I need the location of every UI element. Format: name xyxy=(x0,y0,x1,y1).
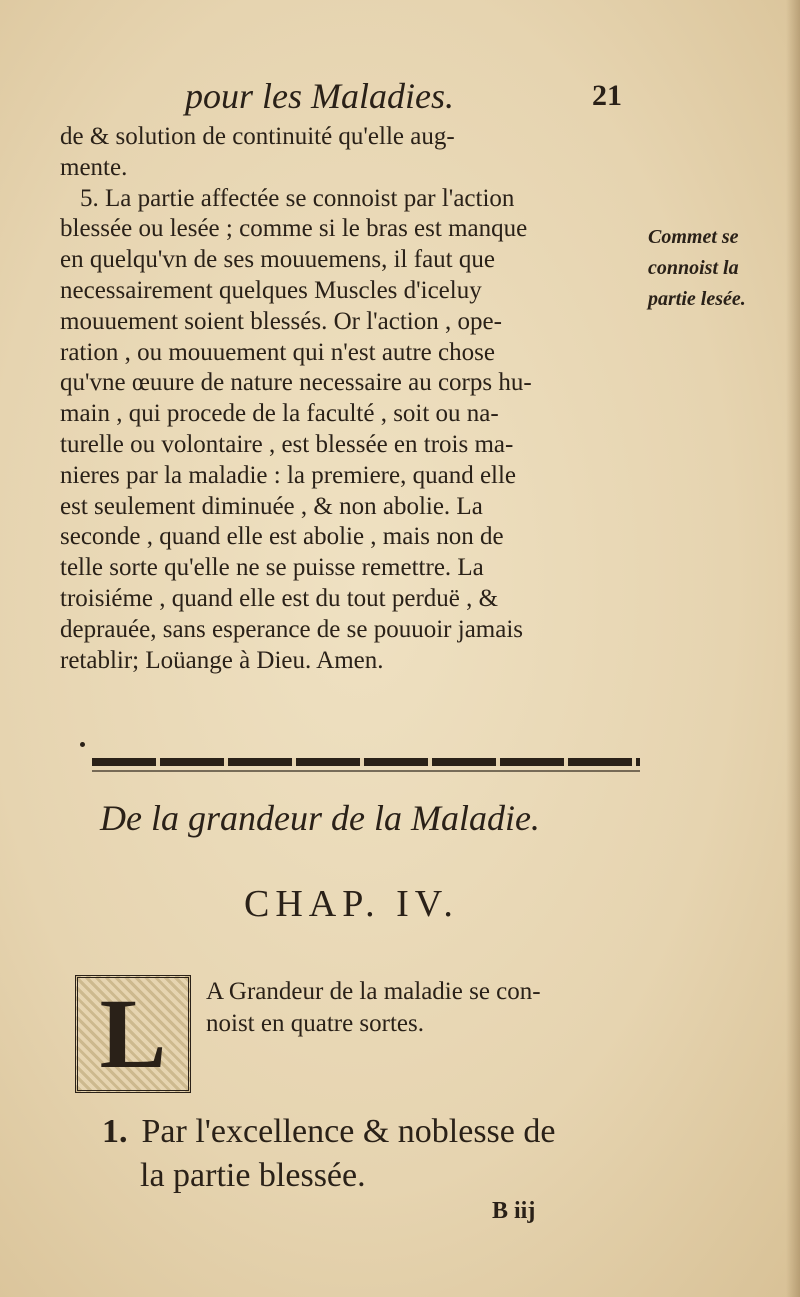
body-line: nieres par la maladie : la premiere, quand elle xyxy=(60,461,517,489)
body-line: troisiéme , quand elle est du tout perduë , & xyxy=(60,584,499,612)
body-line: telle sorte qu'elle ne se puisse remettre. La xyxy=(60,554,484,582)
body-line: qu'vne œuure de nature necessaire au corps hu- xyxy=(60,369,532,397)
ornamental-rule xyxy=(92,758,640,766)
body-line: en quelqu'vn de ses mouuemens, il faut que xyxy=(60,246,495,274)
list-item-text-continued: la partie blessée. xyxy=(140,1157,366,1194)
drop-cap-line: A Grandeur de la maladie se con- xyxy=(206,978,541,1005)
body-line: est seulement diminuée , & non abolie. La xyxy=(60,492,483,520)
body-line: turelle ou volontaire , est blessée en trois ma- xyxy=(60,430,514,458)
body-line: mouuement soient blessés. Or l'action , ope- xyxy=(60,307,502,335)
ornament-dot xyxy=(80,742,85,747)
body-line: blessée ou lesée ; comme si le bras est manque xyxy=(60,215,528,243)
running-title: pour les Maladies. xyxy=(185,76,454,116)
margin-note-line: connoist la xyxy=(648,256,739,279)
running-head xyxy=(0,72,800,122)
body-line: de & solution de continuité qu'elle aug- xyxy=(60,123,455,150)
body-line: main , qui procede de la faculté , soit ou na- xyxy=(60,400,499,428)
drop-cap-line: noist en quatre sortes. xyxy=(206,1010,425,1037)
margin-note-line: Commet se xyxy=(648,226,739,248)
list-item-text: Par l'excellence & noblesse de xyxy=(141,1113,556,1150)
drop-cap-letter: L xyxy=(99,978,167,1089)
page-number: 21 xyxy=(592,79,622,112)
list-item xyxy=(102,1110,647,1198)
body-line: deprauée, sans esperance de se pouuoir jamais xyxy=(60,615,524,643)
body-text xyxy=(60,122,640,676)
margin-note xyxy=(648,222,773,314)
margin-note-line: partie lesée. xyxy=(648,287,746,310)
page-edge-shadow xyxy=(786,0,800,1297)
chapter-heading: CHAP. IV. xyxy=(244,883,459,925)
body-line: necessairement quelques Muscles d'iceluy xyxy=(60,276,482,304)
body-line: retablir; Loüange à Dieu. Amen. xyxy=(60,646,384,674)
list-item-number: 1. xyxy=(102,1113,128,1150)
drop-cap-initial xyxy=(75,975,191,1093)
drop-cap-paragraph xyxy=(206,976,646,1040)
body-line: mente. xyxy=(60,153,128,181)
section-title: De la grandeur de la Maladie. xyxy=(100,798,540,838)
body-line: seconde , quand elle est abolie , mais non de xyxy=(60,523,504,551)
body-line: 5. La partie affectée se connoist par l'action xyxy=(80,184,515,212)
signature-mark: B iij xyxy=(492,1198,536,1224)
ornamental-rule-underline xyxy=(92,770,640,772)
body-line: ration , ou mouuement qui n'est autre chose xyxy=(60,338,495,366)
